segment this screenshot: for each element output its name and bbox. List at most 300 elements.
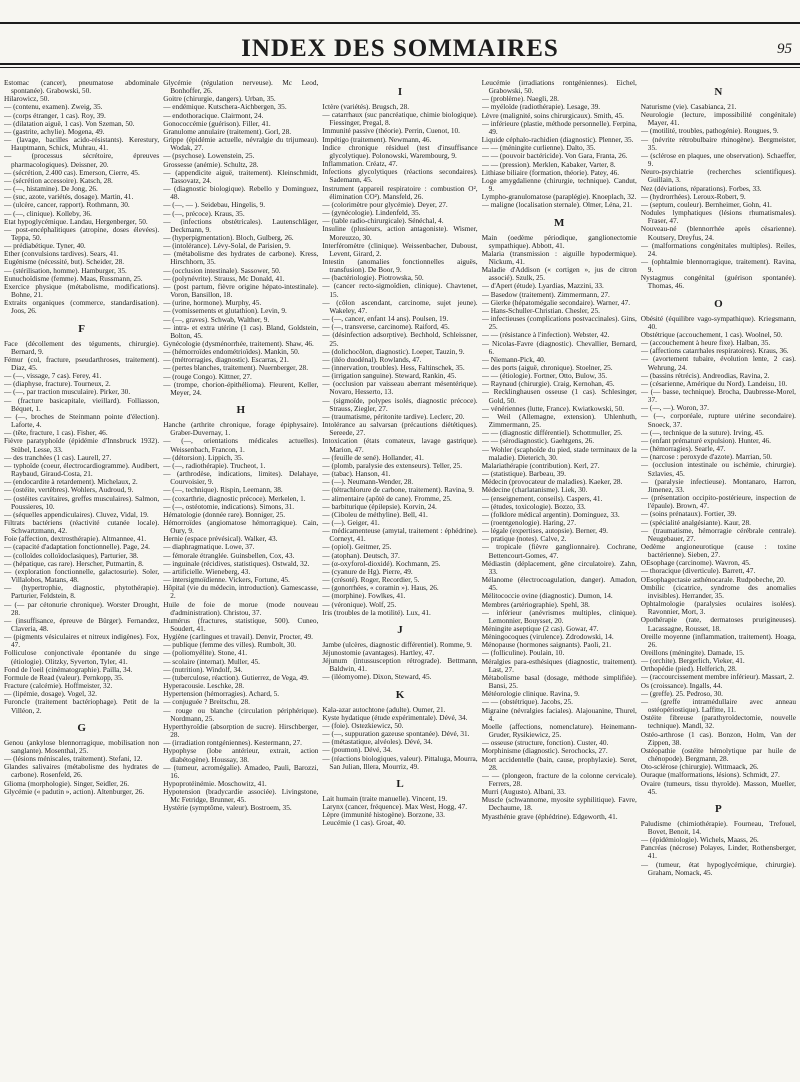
index-entry: Hystérie (symptôme, valeur). Bostroem, 35. [163,803,292,813]
index-entry: — (poumon). Dévé, 34. [322,745,393,755]
index-entry: Lèvre (malignité, soins chirurgicaux). Smith, 45. [481,110,624,120]
index-entry: — (épidémiologie). Wichels, Maass, 26. [640,835,759,845]
index-entry: — (poliomyélite). Stone, 41. [163,648,248,658]
index-entry: Fémur (col, fracture, pseudarthroses, traitement). Diaz, 45. [4,354,160,372]
index-entry: — (dilatation aiguë, 1 cas). Von Szeman, 50. [4,118,135,128]
index-entry: — (atophan). Deutsch, 37. [322,550,400,560]
index-entry: — conjuguée ? Breitschu, 28. [163,697,250,707]
index-entry: — (séquelles appendiculaires). Cluvez, Vidal, 19. [4,509,149,519]
index-entry: — (—). Neumann-Wender, 28. [322,477,414,487]
section-letter: P [715,802,722,815]
index-entry: Extraits organiques (commerce, standardisation). Joos, 26. [4,298,160,316]
index-entry: Etat hypoglycémique. Landau, Hergenberger, 50. [4,216,148,226]
index-entry: Kyste hydatique (étude expérimentale). Dévé, 34. [322,712,468,722]
index-entry: — — (pression). Merklen, Kabaker, Varter, 8. [481,159,616,169]
index-entry: Naturisme (vie). Casabianca, 21. [640,102,737,111]
index-entry: — (intolérance). Lévy-Solal, de Parisien, 9. [163,241,291,251]
title-rule [0,63,800,65]
index-entry: — (—, — ). Seidebau, Hingelis, 9. [163,200,266,210]
index-entry: — endémique. Kutschera-Aichbergen, 35. [163,102,287,112]
index-entry: — (hépatique, cas rare). Herscher, Putmartin, 8. [4,558,144,568]
index-entry: — médicamenteuse (amytal, traitement : éphédrine). Corneyt, 41. [322,526,478,544]
index-entry: Loge amygdalienne (chirurgie, technique). Candut, 9. [481,175,637,194]
index-entry: Hypotension (bradycardie associée). Livingstone, Mc Fetridge, Brunner, 45. [163,787,319,805]
index-entry: — (fracture basicapitale, vieillard). Folliasson, Béquet, 1. [4,395,160,413]
index-entry: — (désinfection adsorptive). Bechhold, Schleissner, 25. [322,330,478,348]
index-entry: Pancréas (nécrose) Polayes, Linder, Rothensberger, 41. [640,843,796,861]
index-entry: — (raccourcissement membre inférieur). Massart, 2. [640,672,794,682]
index-entry: Ether (convulsions tardives). Sears, 41. [4,249,119,259]
index-column-4 [482,79,637,1079]
index-entry: Obésité (équilibre vago-sympathique). Kriegsmann, 40. [640,313,796,331]
index-entry: — vénériennes (lutte, France). Kwiatkowski, 50. [481,403,625,413]
index-entry: Ictère (variétés). Brugsch, 28. [322,102,410,111]
index-entry: — artificielle. Wieneberg, 43. [163,566,251,576]
index-entry: Hilarowicz, 50. [4,94,50,104]
index-entry: — (urine, hormone). Murphy, 45. [163,298,262,308]
index-entry: — (stérilisation, homme). Hamburger, 35. [4,265,127,275]
index-entry: — (—, radiothérapie). Trucheot, 1. [163,460,266,470]
index-entry: Hypoprotéinémie. Moschowitz, 41. [163,778,267,788]
index-entry: Granulome annulaire (traitement). Gorl, 28. [163,126,292,136]
index-entry: Liquide céphalo-rachidien (diagnostic). Plenner, 35. [481,135,634,145]
index-entry: — (réactions biologiques, valeur). Pittaluga, Mourra, San Julian, Illera, Mourriz, 49. [322,753,478,771]
index-entry: — (foie). Ostezkiewicz, 50. [322,720,404,730]
index-entry: — (vomissements et glutathion). Levin, 9. [163,306,287,316]
index-entry: — (sigmoïde, polypes isolés, diagnostic précoce). Strauss, Ziegler, 27. [322,395,478,413]
index-entry: — (études, toxicologie). Bozzo, 33. [481,501,586,511]
index-entry: — (traumatisme, péritonite tardive). Leclerc, 20. [322,411,465,421]
index-entry: Intolérance au salvarsan (précautions diététiques). Sereede, 27. [322,420,478,438]
page-title: INDEX DES SOMMAIRES [241,35,559,62]
index-entry: — inférieur (anévrismes multiples, clinique). Lemonnier, Bouysset, 20. [481,607,637,625]
index-entry: — (Ciboleu de méthyline). Bell, 41. [322,509,428,519]
index-entry: — (hydrorrhées). Leroux-Robert, 9. [640,191,746,201]
index-entry: Formule de Read (valeur). Pernkopp, 35. [4,672,124,682]
index-entry: — (lavage, bacilles acido-résistants). Kerestury, Hauptmann, Schick, Muhrau, 41. [4,135,160,153]
index-entry: — (avortement tubaire, évolution lente, 2 cas). Wehrung, 24. [640,354,796,372]
index-entry: — — (sérodiagnostic). Gaehtgens, 26. [481,436,595,446]
index-entry: — (véronique). Wolf, 25. [322,599,397,609]
index-entry: Méningocoques (virulence). Zdrodowski, 14. [481,632,614,642]
index-entry: — (diaphyse, fracture). Tourneux, 2. [4,379,111,389]
index-entry: Ostéo-arthrose (1 cas). Bonzon, Holm, Van der Zippen, 38. [640,729,796,747]
index-entry: Obstétrique (accouchement, 1 cas). Woolnel, 50. [640,329,783,339]
index-entry: Ophtalmologie (paralysies oculaires isolées). Ravonnier, Mort, 3. [640,599,796,617]
index-entry: — (bactériologie). Piotrowska, 50. [322,273,424,283]
index-entry: — (irradiation rontgéniennes). Kestermann, 27. [163,738,302,748]
index-entry: — Weil (Allemagne, extension). Uhlenhuth, Zimmermann, 25. [481,411,637,430]
index-entry: Métabolisme basal (dosage, méthode simplifiée). Bansi, 25. [481,672,637,691]
section-letter: K [395,688,405,701]
index-entry: Nystagmus congénital (guérison spontanée). Thomas, 46. [640,273,796,291]
index-entry: Hyperthyroïdie (absorption de sucre). Hirschberger, 28. [163,721,319,740]
index-entry: Infections glycolytiques (réactions secondaires). Sademann, 45. [322,167,478,185]
index-entry: — des tranchées (1 cas). Laurell, 27. [4,452,112,462]
index-entry: — (narcose : peroxyde d'azote). Marrian, 50. [640,452,772,462]
index-entry: — — (diagnostic différentiel). Schottmuller, 25. [481,428,623,438]
index-entry: Neuro-psychiatrie (recherches scientifiques). Guillain, 3. [640,167,796,185]
index-entry: — (hémorroïdes endométrioïdes). Mankin, 50. [163,347,300,357]
index-entry: — myéloïde (radiothérapie). Lesage, 39. [481,102,601,112]
index-entry: — (tumeur, état hypoglycémique, chirurgie). Graham, Nomack, 45. [640,859,796,877]
index-entry: — (gonorrhées, « coramin »). Haus, 26. [322,583,439,593]
index-entry: Oedème angioneurotique (cause : toxine bactérienne). Sieben, 27. [640,541,796,560]
index-entry: — (tête, fracture, 1 cas). Fisher, 46. [4,428,108,438]
index-column-1 [4,79,159,1079]
index-entry: — (côlon ascendant, carcinome, sujet jeune). Wakeley, 47. [322,297,478,315]
index-entry: Opothérapie (rate, dermatoses prurigineuses). Lacassagne, Rousset, 18. [640,615,796,633]
index-entry: — — (plongeon, fracture de la colonne cervicale). Ferrers, 28. [481,770,637,788]
index-entry: — (métrorragies, diagnostic). Escarras, 21. [163,355,289,365]
index-entry: Instrument (appareil respiratoire : combustion O², élimination CO²). Mansfeld, 26. [322,183,478,201]
index-entry: — Nicolas-Favre (diagnostic). Chevallier, Bernard, 6. [481,338,637,356]
index-entry: Intestin (anomalies fonctionnelles aiguës, transfusion). De Boor, 9. [322,256,478,275]
index-entry: — (endocardite à retardement). Michelaux, 2. [4,477,138,487]
index-entry: Foie (affection, dextrosthérapie). Altmannee, 41. [4,534,147,544]
index-entry: — (soins prénataux). Fortier, 39. [640,509,737,519]
index-entry: — (ostéite, vertèbres). Wohlers, Audroud, 9. [4,485,134,495]
index-entry: — pratique (notes). Calve, 2. [481,534,567,544]
index-entry: Hémorroïdes (angiomatose hémorragique). Cain, Oury, 9. [163,517,319,536]
index-entry: — (—). Geiger, 41. [322,517,380,527]
index-entry: — (sclérose en plaques, une observation). Schaeffer, 9. [640,150,796,169]
index-entry: — (tuberculose, réaction). Gutierrez, de Vega, 49. [163,672,309,682]
index-entry: Hernie (espace prévésical). Walker, 43. [163,534,278,544]
index-entry: — (capacité d'adaptation fonctionnelle). Page, 24. [4,542,150,552]
index-entry: — (folklore médical argentin). Dominguez, 33. [481,509,620,519]
index-entry: — (—, vissage, 7 cas). Ferey, 41. [4,371,102,381]
index-entry: — (iléomyome). Dixon, Steward, 45. [322,672,432,682]
index-entry: Mélitococcie ovine (diagnostic). Dumon, 14. [481,591,613,601]
index-entry: — (statistique). Barbeau, 39. [481,469,566,479]
index-entry: Murri (Augusto). Albani, 33. [481,787,566,797]
index-entry: — (opiol). Geitmer, 25. [322,542,392,552]
index-entry: Exercice physique (métabolisme, modifications). Bohne, 21. [4,281,160,300]
index-entry: — (ulcère, cancer, rapport). Rothmann, 30. [4,200,130,210]
index-entry: Méningite aseptique (2 cas). Gowar, 47. [481,624,599,633]
index-entry: Mort accidentelle (bain, cause, prophylaxie). Seret, 28. [481,754,637,772]
index-entry: — (gastrite, achylie). Mogena, 49. [4,126,105,136]
index-entry: Genou (ankylose blennorragique, mobilisation non sanglante). Mosenthal, 25. [4,737,160,755]
index-entry: — thoracique (diverticule). Barrett, 47. [640,566,756,576]
index-entry: — (tétrachlorure de carbone, traitement). Ravina, 9. [322,485,474,495]
index-entry: — post-encéphalitiques (atropine, doses élevées). Teppa, 50. [4,224,160,242]
index-entry: — (colloïdes colloïdoclasiques), Parturier, 38. [4,550,139,560]
index-entry: — (feuille de sené). Hollander, 41. [322,452,424,462]
index-entry: — (occlusion intestinale). Sassower, 50. [163,265,281,275]
index-entry: — (névrite rétrobulbaire rhinogène). Bergmeister, 35. [640,134,796,152]
index-entry: — (—, corporéale, rupture utérine secondaire). Snoeck, 37. [640,411,796,429]
index-entry: — Wohler (scaphoïde du pied, stade terminaux de la maladie). Dieterich, 30. [481,444,637,462]
index-entry: — (occlusion intestinale ou ischémie, chirurgie). Szlavies, 45. [640,460,796,478]
index-entry: Grippe (épidémie actuelle, névralgie du trijumeau). Wodak, 27. [163,135,319,153]
index-entry: — (hypertrophie, diagnostic, phytothérapie). Parturier, Feldstein, 8. [4,583,160,601]
index-entry: — (—, —). Woron, 37. [640,403,709,413]
index-entry: — — (pouvoir bactéricide). Von Gara, Franta, 26. [481,151,628,161]
index-entry: — (pertes blanches, traitement). Nuernberger, 28. [163,363,309,373]
index-entry: — (dolichocôlon, diagnostic). Loeper, Tauzin, 9. [322,346,465,356]
index-entry: OEsophage (carcinome). Wavron, 45. [640,558,751,568]
index-entry: Myasthénie grave (éphédrine). Edgeworth, 41. [481,811,618,821]
index-entry: — (—, technique de la suture). Irving, 45. [640,427,764,437]
index-entry: — Niemann-Pick, 40. [481,354,546,364]
index-entry: Ostéite fibreuse (parathyroïdectomie, nouvelle technique). Mandl, 32. [640,713,796,731]
index-entry: — (psychose). Lowenstein, 25. [163,151,255,161]
index-entry: — (présentation occipito-postérieure, inspection de l'épaule). Brown, 47. [640,493,796,511]
index-entry: — (métastatique, alvéoles). Dévé, 34. [322,737,433,747]
index-entry: — (folliculine). Poulain, 10. [481,648,565,658]
index-entry: — maligne (localisation sternale). Olmer, Léna, 21. [481,200,633,210]
index-entry: — prédiabétique. Tyner, 40. [4,241,86,251]
index-entry: — (—, transverse, carcinome). Raiford, 45. [322,322,450,332]
index-entry: — (innervation, troubles). Hess, Faltinschek, 35. [322,363,465,372]
top-rule [0,22,800,24]
index-entry: Ombilic (cicatrice, syndrome des anomalies invisibles). Herrander, 35. [640,582,796,600]
index-entry: Leucémie (1 cas). Groat, 40. [322,818,406,828]
index-entry: — d'Apert (étude). Lyardias, Mazzini, 33. [481,281,604,291]
index-entry: — (processus sécrétoire, épreuves pharmacologiques). Deissner, 20. [4,151,160,169]
index-entry: — alimentaire (apôtè de cane). Fromme, 25. [322,493,452,503]
index-entry: — (paralysie infectieuse). Montanaro, Harron, Jimenez, 33. [640,476,796,494]
index-entry: — (sécrétion accessoire). Katsch, 28. [4,175,113,185]
index-entry: — (—, par traction musculaire). Pirker, 30. [4,387,131,397]
index-entry: — (plomb, paralysie des extenseurs). Teller, 25. [322,460,463,470]
index-column-3 [322,79,477,1079]
index-entry: Oto-sclérose (chirurgie). Wittmaack, 26. [640,762,759,772]
index-entry: Furoncle (traitement bactériophage). Petit de la Villéon, 2. [4,697,160,715]
index-entry: — (traumatisme, hémorragie cérébrale centrale). Neugebauer, 27. [640,525,796,543]
index-entry: — (suc, azote, variétés, dosage). Martin, 41. [4,192,134,202]
index-entry: — (—, précoce). Kraus, 35. [163,208,245,218]
index-entry: — scolaire (internat). Muller, 45. [163,656,260,666]
index-entry: — — (méningite curlienne). Dalto, 35. [481,143,596,153]
index-entry: — Basedow (traitement). Zimmermann, 27. [481,289,610,299]
index-entry: — (motilité, troubles, pathogénie). Rougues, 9. [640,126,779,136]
index-entry: — (infections obstétricales). Lautenschläger, Deckmann, 9. [163,216,319,234]
index-entry: Muscle (schwannome, myosite syphilitique). Favre, Dechaume, 18. [481,795,637,813]
index-entry: Hypertension (hémorragies). Achard, 5. [163,689,280,699]
index-entry: — (irrigation sanguine). Steward, Rankin, 45. [322,371,457,381]
index-entry: Mélanome (électrocoagulation, danger). Amadon, 45. [481,575,637,593]
index-entry: — — (étiologie). Fortner, Otto, Bulow, 35. [481,371,608,381]
index-entry: Hématologie (donnée rare). Bonniger, 25. [163,509,286,519]
index-entry: Eunuchoïdisme (femme). Maas, Russmann, 25. [4,273,143,283]
index-entry: Hôpital (vie du médecin, introduction). Gamescasse, 2. [163,583,319,601]
index-entry: — (—, suppuration gazeuse spontanée). Dévé, 31. [322,729,470,739]
index-entry: — inférieure (plastie, méthode personnelle). Ferpina, 49. [481,118,637,136]
section-letter: G [77,721,86,734]
index-entry: Nodules lymphatiques (lésions rhumatismales). Fraser, 47. [640,208,796,226]
index-entry: — (diagnostic biologique). Rebello y Dominguez, 48. [163,184,319,202]
index-entry: — (ophtalmie blennorragique, traitement). Ravina, 9. [640,256,796,275]
title-rule-thin [0,67,800,68]
index-entry: — barbiturique (épilepsie). Korvin, 24. [322,501,437,511]
index-entry: — Raynaud (chirurgie). Craig, Kernohan, 45. [481,379,615,389]
index-entry: — (occlusion par vaisseau aberrant mésentérique). Novaro, Hesserto, 13. [322,379,478,397]
index-entry: Lait humain (traite manuelle). Vincent, 19. [322,793,448,803]
index-entry: — (exploration fonctionnelle, galactosurie). Soler, Villalobos, Matans, 48. [4,566,160,585]
index-entry: — (— par cétonurie chronique). Worster Drought, 28. [4,599,160,617]
index-entry: — (coxarthrie, diagnostic précoce). Merkelen, 1. [163,493,306,503]
index-entry: Glycémie (régulation nerveuse). Mc Leod, Bonhoffer, 26. [163,79,319,96]
index-entry: — catarrhaux (suc pancréatique, chimie biologique). Fiessinger, Pregal, 8. [322,110,478,128]
index-entry: Fièvre paratyphoïde (épidémie d'Innsbruck 1932). Stübel, Lesse, 33. [4,436,160,454]
index-entry: — des ports (aiguë, chronique). Stoelner, 25. [481,363,613,372]
index-entry: Estomac (cancer), pneumatose abdominale spontanée). Grabowski, 50. [4,79,160,96]
index-entry: Intoxication (états comateux, lavage gastrique). Marion, 47. [322,436,478,454]
index-entry: Hyperacousie. Leschke, 28. [163,681,245,691]
index-entry: — intra- et extra utérine (1 cas). Bland, Goldstein, Bolton, 45. [163,322,319,340]
index-entry: — (—, orientations médicales actuelles). Weissenbach, Francon, 1. [163,436,319,454]
index-entry: Jambe (ulcères, diagnostic différentiel). Romme, 9. [322,639,472,649]
index-entry: — diaphragmatique. Lowe, 37. [163,542,255,552]
index-entry: Glandes salivaires (métabolisme des hydrates de carbone). Rosenfeld, 26. [4,762,160,780]
index-entry: Fracture (calcémie). Hoffmeister, 32. [4,681,113,691]
index-entry: Jéjunum (intussusception rétrograde). Bettmann, Baldwin, 41. [322,656,478,674]
index-entry: Humérus (fractures, statistique, 500). Cuneo, Soudert, 41. [163,615,319,633]
index-entry: — (problème). Naegli, 28. [481,94,559,104]
index-entry: — infectieuses (complications postvaccinales). Gins, 25. [481,314,637,332]
index-entry: — (— basse, technique). Brocha, Daubresse-Morel, 37. [640,387,796,405]
index-entry: Iris (troubles de la motilité). Lux, 41. [322,607,431,617]
index-entry: — (—, graves). Schwab, Walther, 9. [163,314,270,324]
index-entry: — (spécialité analgésiante). Kaur, 28. [640,517,751,527]
index-entry: Ménopause (hormones saignants). Paoli, 21. [481,640,612,650]
index-entry: — endothoracique. Clairmont, 24. [163,110,264,120]
index-entry: Oreille moyenne (inflammation, traitement). Hoaga, 26. [640,631,796,649]
index-entry: Huile de foie de morue (mode nouveau d'administration). Christou, 37. [163,599,319,617]
index-entry: — (septum, couleur). Bernheimer, Gohn, 41. [640,199,772,209]
index-entry: Glioma (morphologie). Singer, Seidler, 26. [4,778,130,788]
index-entry: Médecin (provocateur de maladies). Kaeker, 28. [481,477,623,487]
index-entry: — rouge ou blanche (circulation périphérique). Nordmann, 25. [163,705,319,723]
section-letter: N [714,86,723,98]
index-entry: — (cyanure de Hg). Pierre, 49. [322,566,413,576]
index-entry: Inflammation. Créatz, 47. [322,159,398,169]
index-entry: Hypophyse (lobe antérieur, extrait, action diabétogène). Houssay, 38. [163,746,319,764]
index-entry: — (insuffisance, épreuve de Bürger). Fernandez, Claveria, 48. [4,615,160,633]
index-entry: Glycémie (« padutin », action). Altenburger, 26. [4,786,145,796]
index-entry: Larynx (cancer, fréquence). Max West, Hogg, 47. [322,802,468,812]
index-entry: Oreillons (méningite). Damade, 15. [640,648,745,657]
index-entry: — (nutrition). Windolf, 34. [163,664,243,674]
index-entry: — (α-oxyforol-dioxidé). Kochmann, 25. [322,558,441,568]
index-entry: Jéjunostomie (avantages). Hartley, 47. [322,648,435,657]
index-entry: — (—, ostéotomie, indications). Simons, 31. [163,501,295,511]
index-entry: Neurologie (lecture, impossibilité congénitale) Mayer, 41. [640,110,796,128]
index-entry: Malaria (transmission : aiguille hypodermique). Nickum, 41. [481,248,637,266]
index-entry: — fémorale étranglée. Guinsbellen, Cox, 43. [163,550,295,560]
index-entry: — (corps étranger, 1 cas). Roy, 39. [4,110,106,120]
index-entry: Goitre (chirurgie, dangers). Urban, 35. [163,94,276,104]
index-entry: — (pigments vésiculaires et nitreux indigènes). Fox, 47. [4,632,160,650]
index-entry: — (colorimètre pour glycémie). Deyer, 27. [322,199,448,209]
index-entry: Kala-azar autochtone (adulte). Oumer, 21. [322,704,446,714]
index-entry: — typhoïde (coeur, électrocardiogramme). Audibert, Raybaud, Giraud-Costa, 21. [4,460,160,479]
index-entry: Malariathérapie (contribution). Kerl, 27. [481,460,600,470]
section-letter: J [397,623,403,636]
index-entry: — Recklinghausen osseuse (1 cas). Schlesinger, Gold, 50. [481,387,637,405]
index-entry: — (affections catarrhales respiratoires). Kraus, 36. [640,346,789,356]
index-entry: Médiastin (déplacement, gêne circulatoire). Zahn, 33. [481,558,637,576]
index-entry: Ovaire (tumeurs, tissu thyroïde). Masson, Mueller, 45. [640,778,796,796]
index-entry: Morphinisme (diagnostic). Serochocks, 27. [481,746,608,756]
index-entry: Ostéopathie (ostéite hémolytique par huile de chénopode). Bergmann, 28. [640,745,796,764]
index-entry: — tropicale (fièvre ganglionnaire). Cochrane, Bettencourt-Gomes, 47. [481,542,637,560]
index-column-2 [163,79,318,1079]
index-entry: — (accouchement à heure fixe). Halban, 35. [640,338,771,348]
index-entry: — (—, technique). Rispin, Leemann, 38. [163,485,283,495]
index-entry: — (tabac). Hanson, 41. [322,469,391,479]
index-entry: Leucémie (irradiations rontgéniennes). Eichel, Grabowski, 50. [481,79,637,96]
index-entry: — (tumeur, acromégalie). Amadeo, Pauli, Barozzi, 16. [163,762,319,780]
index-entry: — (trompe, chorion-épithélioma). Fleurent, Keller, Meyer, 24. [163,379,319,397]
index-entry: — (enfant prématuré expulsion). Hunter, 46. [640,435,771,445]
index-entry: Indice chronique résiduel (test d'insuffisance glycolytique). Polonowski, Warembourg, 9. [322,142,478,160]
index-entry: — (sécrétion, 2.400 cas). Emerson, Cierre, 45. [4,167,140,177]
index-entry: — Gierke (hépatomégalie secondaire). Warner, 47. [481,297,631,307]
index-entry: OEsophagectasie asthénocarale. Rudpobeche, 20. [640,574,786,584]
index-entry: — (enseignement, conseils). Caspers, 41. [481,493,603,503]
index-entry: — — (résistance à l'infection). Webster, 42. [481,330,610,340]
index-entry: — (table radio-chirurgicale). Sénéchal, 4. [322,216,444,226]
index-entry: — — (obstétrique). Jacobs, 25. [481,697,573,707]
index-entry: — (métabolisme des hydrates de carbone). Kress, Hirschhorn, 35. [163,249,319,267]
section-letter: L [396,777,404,790]
index-entry: — (malformations congénitales multiples). Reiles, 24. [640,240,796,258]
index-entry: — (détorsion). Lippich, 35. [163,452,244,462]
index-entry: — osseuse (structure, fonction). Custer, 40. [481,738,609,748]
index-entry: — (contenu, examen). Zweig, 35. [4,102,103,112]
index-entry: Interféromètre (clinique). Weissenbacher, Duboust, Levent, Girard, 2. [322,240,478,258]
index-entry: Maladie d'Addison (« cortigen », jus de citron associé). Szulk, 25. [481,265,637,283]
index-entry: Météorologie clinique. Ravina, 9. [481,689,580,699]
index-entry: Lèpre (immunité histogène). Borzone, 33. [322,810,445,820]
index-entry: — (orchite). Bergerlich, Vieker, 41. [640,656,745,666]
section-letter: O [714,297,723,310]
section-letter: I [397,86,403,98]
index-entry: — intersigmoïdienne. Vickers, Fortune, 45. [163,575,290,585]
index-entry: — (post partum, fièvre origine hépato-intestinale). Voron, Bansillon, 18. [163,281,319,300]
index-entry: Immunité passive (théorie). Perrin, Cuenot, 10. [322,126,460,136]
index-entry: — (roentgenologie). Haring, 27. [481,517,577,527]
index-entry: — (greffe). 25. Pedroso, 30. [640,688,723,698]
index-entry: Lithiase biliaire (formation, théorie). Patey, 46. [481,167,620,177]
index-entry: Lympho-granulomatose (paraplégie). Knoeplach, 32. [481,192,637,202]
index-entry: — (arthrodèse, indications, limites). Delahaye, Courvoisier, 9. [163,469,319,487]
index-entry: Paludisme (chimiothérapie). Fourneau, Trefouel, Bovet, Benoit, 14. [640,818,796,836]
index-entry: — (polynévrite). Strauss, Mc Donald, 41. [163,273,285,283]
index-entry: Main (oedème périodique, ganglionectomie sympathique). Abbott, 41. [481,232,637,250]
index-entry: Folliculose conjonctivale épontanée du singe (étiologie). Olitzky, Syverton, Tyler, 41. [4,648,160,666]
index-entry: Nez (déviations, réparations). Forbes, 33. [640,183,762,193]
index-entry: — (cancer recto-sigmoïdien, clinique). Chavtenet, 15. [322,281,478,299]
index-entry: — (—, cancer, enfant 14 ans). Poulsen, 19. [322,314,449,324]
index-entry: — (greffe intramédullaire avec anneau ostéopériostique). Laffitte, 11. [640,696,796,715]
index-entry: — (gynécologie). Lindenfeld, 35. [322,208,421,218]
index-entry: — (appendicite aiguë, traitement). Kleinschmidt, Tassovatz, 24. [163,167,319,185]
index-entry: — (—, broches de Steinmann pointe d'élection). Laforte, 4. [4,411,160,430]
index-entry: Médecine (charlatanisme). Liek, 30. [481,485,588,495]
index-entry: Nouveau-né (blennorrhée après césarienne). Koutsery, Dreyfus, 24. [640,224,796,242]
index-entry: — (hémorragies). Searle, 47. [640,444,726,454]
index-entry: — (morphine). Fowlkes, 41. [322,591,406,601]
section-letter: H [236,404,246,417]
index-entry: Hanche (arthrite chronique, forage épiphysaire). Graber-Duvernay, 1. [163,420,319,438]
index-entry: — (lipémie, dosage). Vogel, 32. [4,689,97,699]
index-entry: Insuline (plusieurs, action antagoniste). Wismer, Moreuzzo, 30. [322,224,478,242]
